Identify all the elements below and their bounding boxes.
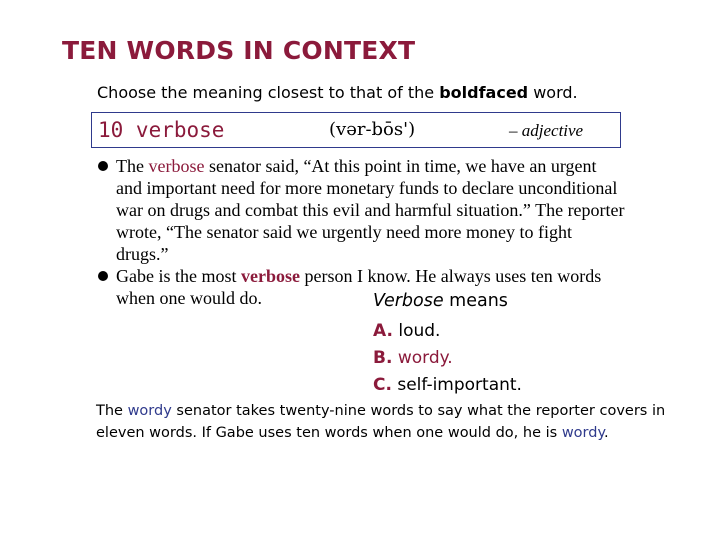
vocab-word-box <box>91 112 621 148</box>
choice-text: loud. <box>398 321 441 341</box>
means-prompt <box>373 291 508 311</box>
choice-letter: A. <box>373 321 393 341</box>
example-sentence-2 <box>97 265 627 309</box>
instruction-bold: boldfaced <box>439 83 529 102</box>
sentence-text: The <box>116 156 149 176</box>
means-text: means <box>443 291 508 311</box>
sentence-text: Gabe is the most <box>116 266 241 286</box>
sentence-text: person I know. He always uses ten words when one would do. <box>116 266 602 308</box>
answer-choices <box>373 318 522 399</box>
choice-b[interactable] <box>373 345 522 372</box>
instruction-part: word. <box>528 83 578 102</box>
vocab-word-label: 10 verbose <box>98 118 225 142</box>
highlighted-word: verbose <box>240 266 300 286</box>
bullet-icon <box>98 271 108 281</box>
explanation-highlight: wordy <box>561 424 604 441</box>
choice-letter: B. <box>373 348 393 368</box>
page-title: TEN WORDS IN CONTEXT <box>62 36 416 65</box>
choice-text: wordy. <box>397 348 453 368</box>
choice-letter: C. <box>373 375 392 395</box>
pronunciation: (vər-bōs') <box>329 119 416 140</box>
answer-explanation <box>96 401 676 444</box>
sentence-text: senator said, “At this point in time, we have an urgent and important need for more monetary funds to declare unconditional war on drugs and combat this evil and harmful situation.” The reporter wrote, “The senator said we urgently need more money to fight drugs.” <box>116 156 625 264</box>
choice-c[interactable] <box>373 372 522 399</box>
explanation-highlight: wordy <box>127 403 172 419</box>
explanation-text: The <box>96 403 128 419</box>
example-sentences <box>97 155 627 309</box>
instruction-part: Choose the meaning closest to that of the <box>97 83 440 102</box>
explanation-text: senator takes twenty-nine words to say what the reporter covers in eleven words. If Gabe uses ten words when one would do, he is <box>96 403 666 441</box>
part-of-speech: – adjective <box>509 121 584 140</box>
example-sentence-1 <box>97 155 627 265</box>
bullet-icon <box>98 161 108 171</box>
choice-a[interactable] <box>373 318 522 345</box>
choice-text: self-important. <box>397 375 522 395</box>
highlighted-word: verbose <box>148 156 205 176</box>
means-word: Verbose <box>373 291 444 311</box>
instruction-text <box>97 83 578 102</box>
explanation-text: . <box>603 424 609 441</box>
